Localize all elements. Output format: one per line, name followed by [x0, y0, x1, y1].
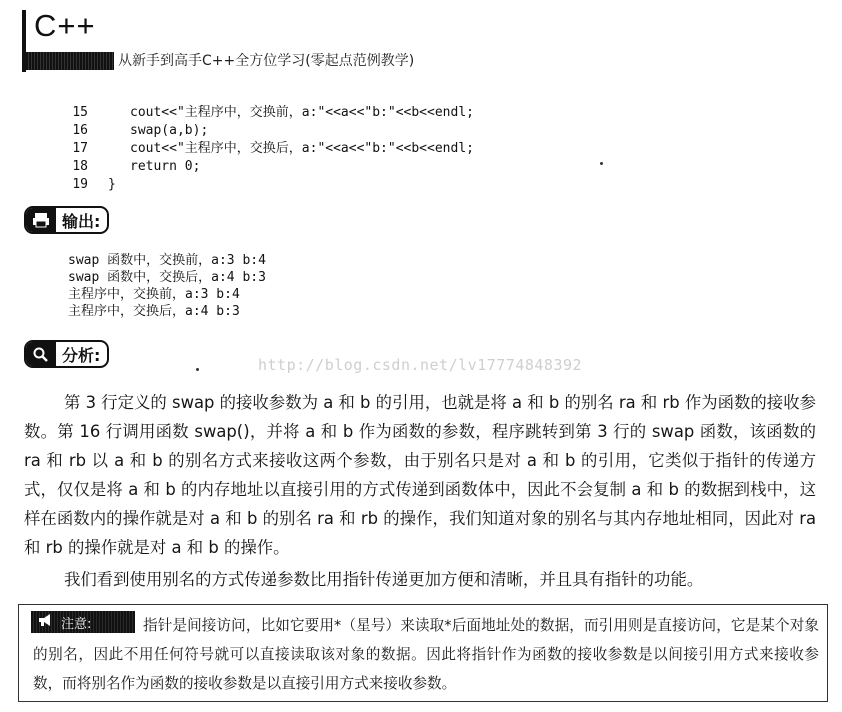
note-label-strip [31, 611, 135, 633]
note-text: 指针是间接访问，比如它要用*（星号）来读取*后面地址处的数据，而引用则是直接访问，它是某个对象的别名，因此不用任何符号就可以直接读取该对象的数据。因此将指针作为函数的接收参数是以间接引用方式来接收参数，而将别名作为函数的接收参数是以直接引用方式来接收参数。 [33, 617, 819, 692]
output-line: 主程序中，交换后，a:4 b:3 [68, 304, 240, 319]
magnifier-icon [26, 342, 56, 366]
output-heading [24, 206, 109, 234]
output-line: swap 函数中，交换前，a:3 b:4 [68, 253, 266, 268]
analysis-heading [24, 340, 109, 368]
line-number: 15 [72, 105, 88, 120]
megaphone-icon [31, 613, 61, 631]
line-number: 19 [72, 177, 88, 192]
note-box [18, 604, 828, 702]
analysis-label: 分析: [62, 345, 101, 365]
summary-paragraph: 我们看到使用别名的方式传递参数比用指针传递更加方便和清晰，并且具有指针的功能。 [64, 570, 704, 589]
code-text: swap(a,b); [130, 123, 209, 138]
code-line [60, 176, 474, 194]
code-line [60, 140, 474, 158]
code-text: } [108, 177, 116, 192]
note-label: 注意: [61, 616, 92, 632]
speck [196, 368, 199, 371]
output-label: 输出: [62, 211, 101, 231]
code-text: cout<<"主程序中，交换前，a:"<<a<<"b:"<<b<<endl; [130, 105, 474, 120]
code-line [60, 104, 474, 122]
speck [600, 162, 603, 165]
output-line: 主程序中，交换前，a:3 b:4 [68, 287, 240, 302]
printer-icon [26, 208, 56, 232]
code-line [60, 122, 474, 140]
watermark: http://blog.csdn.net/lv17774848392 [258, 356, 583, 374]
output-line: swap 函数中，交换后，a:4 b:3 [68, 270, 266, 285]
code-line [60, 158, 474, 176]
subtitle-strip [26, 52, 114, 70]
book-title: C++ [34, 8, 96, 43]
book-subtitle: 从新手到高手C++全方位学习(零起点范例教学) [118, 53, 415, 69]
line-number: 18 [72, 159, 88, 174]
line-number: 17 [72, 141, 88, 156]
program-output [68, 252, 266, 320]
code-text: return 0; [130, 159, 201, 174]
line-number: 16 [72, 123, 88, 138]
code-text: cout<<"主程序中，交换后，a:"<<a<<"b:"<<b<<endl; [130, 141, 474, 156]
code-listing [60, 104, 474, 194]
analysis-paragraph: 第 3 行定义的 swap 的接收参数为 a 和 b 的引用，也就是将 a 和 b 的别名 ra 和 rb 作为函数的接收参数。第 16 行调用函数 swap()，并将 a 和 b 作为函数的参数，程序跳转到第 3 行的 swap 函数，该函数的 ra 和 rb 以 a 和 b 的别名方式来接收这两个参数，由于别名只是对 a 和 b 的引用，它类似于指针的传递方式，仅仅是将 a 和 b 的内存地址以直接引用的方式传递到函数体中，因此不会复制 a 和 b 的数据到栈中，这样在函数内的操作就是对 a 和 b 的别名 ra 和 rb 的操作，我们知道对象的别名与其内存地址相同，因此对 ra 和 rb 的操作就是对 a 和 b 的操作。 [24, 393, 816, 557]
